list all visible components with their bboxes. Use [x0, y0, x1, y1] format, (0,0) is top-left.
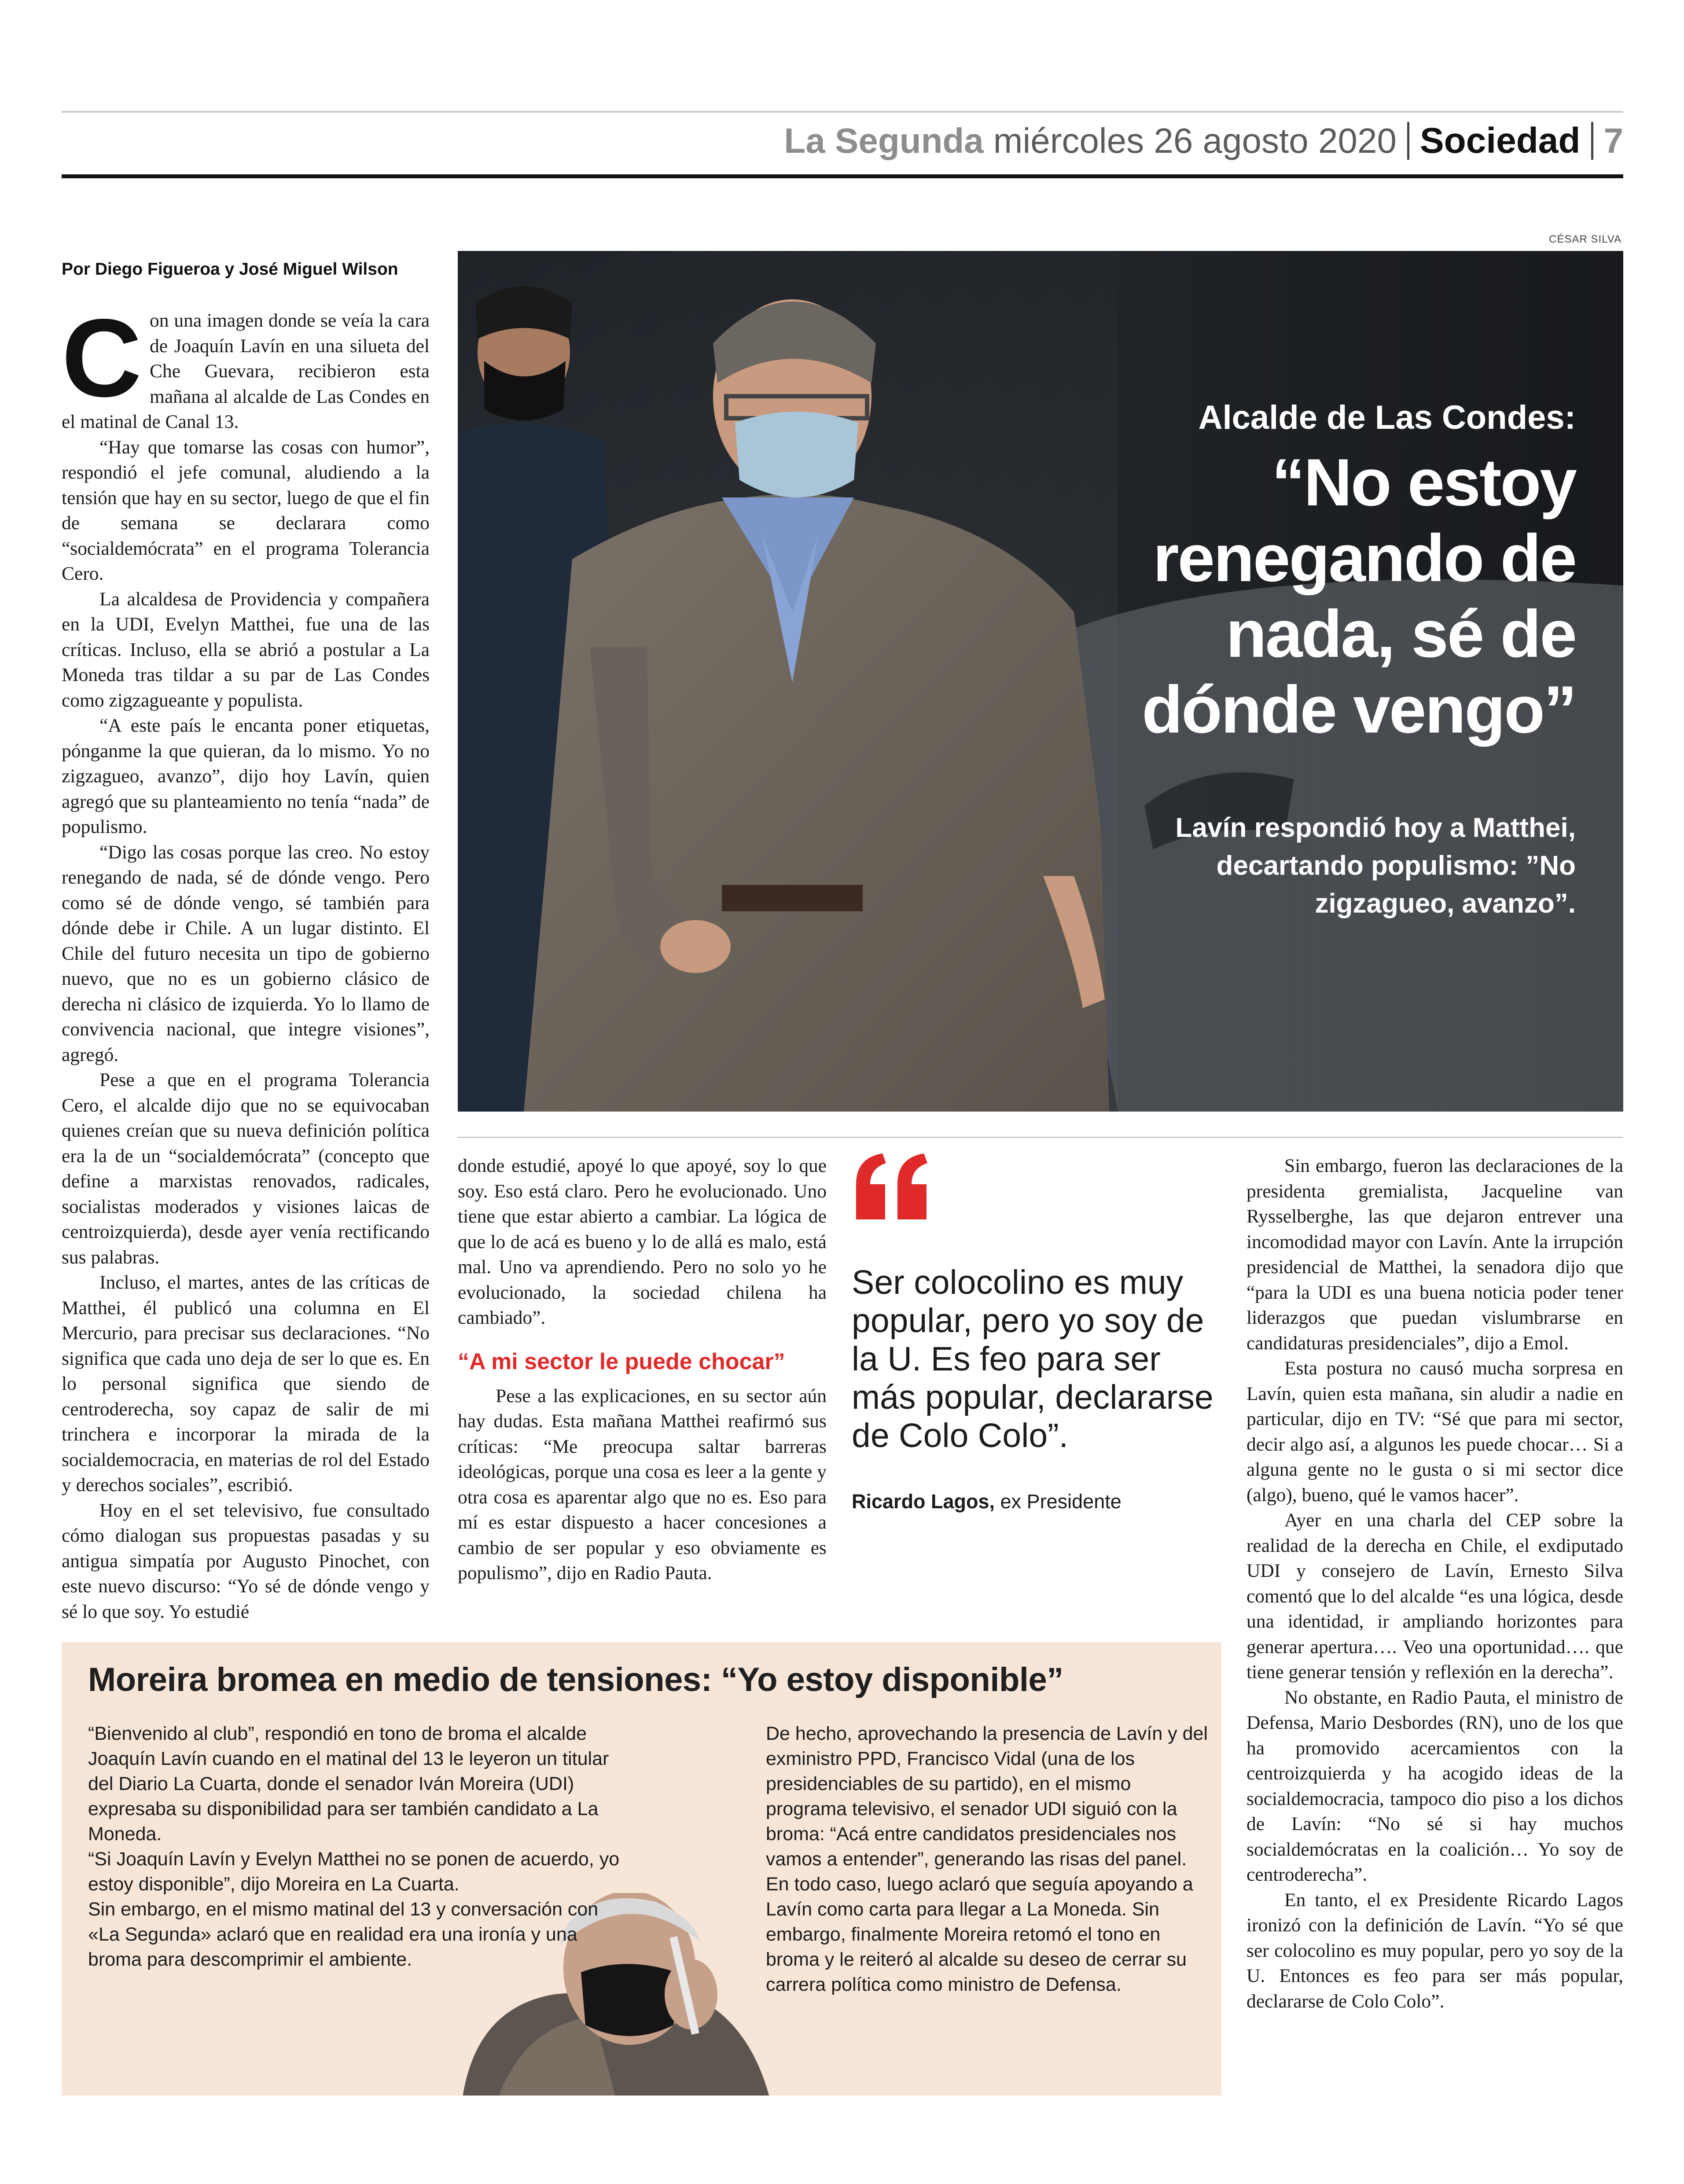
box-column-right — [766, 1721, 1210, 1997]
box-title: Moreira bromea en medio de tensiones: “Yo estoy disponible” — [88, 1661, 1063, 1698]
issue-date: miércoles 26 agosto 2020 — [993, 121, 1397, 160]
header-separator — [1591, 122, 1593, 160]
article-paragraph: No obstante, en Radio Pauta, el ministro de Defensa, Mario Desbordes (RN), uno de los que ha promovido acercamientos con la centroizquierda y ha acogido ideas de la socialdemocracia, tampoco dio piso a los dichos de Lavín: “No sé si hay muchos socialdemócratas en la coalición… Yo soy de centroderecha”. — [1246, 1687, 1623, 1885]
box-paragraph: “Bienvenido al club”, respondió en tono de broma el alcalde Joaquín Lavín cuando en el matinal del 13 le leyeron un titular del Diario La Cuarta, donde el senador Iván Moreira (UDI) expresaba su disponibilidad para ser también candidato a La Moneda. — [88, 1723, 609, 1845]
main-headline: “No estoy renegando de nada, sé de dónde vengo” — [1142, 445, 1576, 747]
article-paragraph: donde estudié, apoyé lo que apoyé, soy lo que soy. Eso está claro. Pero he evolucionado. Uno tiene que estar abierto a cambiar. La lógica de que lo de acá es bueno y lo de allá es malo, está mal. Uno va aprendiendo. Pero no solo yo he evolucionado, la sociedad chilena ha cambiado”. — [458, 1155, 827, 1328]
article-paragraph: Pese a que en el programa Tolerancia Cero, el alcalde dijo que no se equivocaban quienes creían que su nueva definición política era la de un “socialdemócrata” (concepto que define a marxistas renovados, radicales, socialistas moderados y visiones laicas de centroizquierda), desde ayer venía rectificando sus palabras. — [62, 1069, 430, 1268]
article-paragraph: Pese a las explicaciones, en su sector aún hay dudas. Esta mañana Matthei reafirmó sus críticas: “Me preocupa saltar barreras ideológicas, porque una cosa es leer a la gente y otra cosa es aparentar algo que no es. Eso para mí es estar dispuesto a hacer concesiones a cambio de ser popular y eso obviamente es populismo”, dijo en Radio Pauta. — [458, 1385, 827, 1584]
headline-deck: Lavín respondió hoy a Matthei, decartando populismo: ”No zigzagueo, avanzo”. — [1175, 813, 1576, 919]
article-paragraph: En tanto, el ex Presidente Ricardo Lagos ironizó con la definición de Lavín. “Yo sé que ser colocolino es muy popular, pero yo soy de la U. Entonces es feo para ser más popular, declararse de Colo Colo”. — [1246, 1889, 1623, 2012]
article-column-4 — [1246, 1153, 1623, 2014]
drop-cap: C — [62, 296, 142, 420]
page-header — [784, 115, 1623, 166]
article-paragraph: “Digo las cosas porque las creo. No estoy renegando de nada, sé de dónde vengo. Pero como sé de dónde vengo, sé también para dónde debe ir Chile. A un lugar distinto. El Chile del futuro necesita un tipo de gobierno nuevo, que no es un gobierno clásico de derecha ni clásico de izquierda. Yo lo llamo de convivencia nacional, que integre visiones”, agregó. — [62, 841, 430, 1065]
section-divider — [458, 1137, 1623, 1138]
quote-author-role: ex Presidente — [1000, 1490, 1121, 1513]
box-paragraph: De hecho, aprovechando la presencia de Lavín y del exministro PPD, Francisco Vidal (una de los presidenciables de su partido), en el mismo programa televisivo, el senador UDI siguió con la broma: “Acá entre candidatos presidenciales nos vamos a entender”, generando las risas del panel. — [766, 1723, 1208, 1870]
article-column-2 — [458, 1153, 827, 1586]
newspaper-name: La Segunda — [784, 121, 984, 160]
article-paragraph: Ayer en una charla del CEP sobre la realidad de la derecha en Chile, el exdiputado UDI y consejero de Lavín, Ernesto Silva comentó que lo del alcalde “es una lógica, desde una identidad, ir ampliando horizontes para generar apertura…. Veo una oportunidad…. que tiene generar tensión y reflexión en la derecha”. — [1246, 1510, 1623, 1683]
article-paragraph: “A este país le encanta poner etiquetas, pónganme la que quieran, da lo mismo. Yo no zigzagueo, avanzo”, dijo hoy Lavín, quien agregó que su planteamiento no tenía “nada” de populismo. — [62, 715, 430, 837]
article-paragraph: Sin embargo, fueron las declaraciones de la presidenta gremialista, Jacqueline van Rysselberghe, las que dejaron entrever una incomodidad mayor con Lavín. Ante la irrupción presidencial de Matthei, la senadora dijo que “para la UDI es una buena noticia poder tener liderazgos que puedan vislumbrarse en candidaturas presidenciales”, dijo a Emol. — [1246, 1155, 1623, 1354]
quote-mark-icon — [852, 1153, 931, 1222]
main-photo — [458, 251, 1623, 1112]
box-paragraph: Sin embargo, en el mismo matinal del 13 y conversación con «La Segunda» aclaró que en realidad era una ironía y una broma para descomprimir el ambiente. — [88, 1899, 599, 1970]
article-column-1 — [62, 296, 430, 1624]
box-paragraph: En todo caso, luego aclaró que seguía apoyando a Lavín como carta para llegar a La Moneda. Sin embargo, finalmente Moreira retomó el tono en broma y le reiteró al alcalde su deseo de cerrar su carrera política como ministro de Defensa. — [766, 1874, 1193, 1995]
header-separator — [1407, 122, 1409, 160]
article-paragraph: Incluso, el martes, antes de las críticas de Matthei, él publicó una columna en El Mercurio, para precisar sus declaraciones. “No significa que cada uno deja de ser lo que es. En lo personal significa que siendo de centroderecha, soy capaz de salir de mi trinchera e incorporar la mirada de la socialdemocracia, en materias de rol del Estado y derechos sociales”, escribió. — [62, 1272, 430, 1495]
headline-kicker: Alcalde de Las Condes: — [1198, 399, 1576, 436]
article-paragraph: Esta postura no causó mucha sorpresa en Lavín, quien esta mañana, sin aludir a nadie en particular, dijo en TV: “Sé que para mi sector, decir algo así, a algunos les puede chocar… Si a alguna gente no le gusta o si mi sector dice (algo), bueno, qué le vamos hacer”. — [1246, 1358, 1623, 1506]
pull-quote-attribution — [852, 1490, 1121, 1513]
pull-quote: Ser colocolino es muy popular, pero yo soy de la U. Es feo para ser más popular, declararse de Colo Colo”. — [852, 1263, 1213, 1455]
article-paragraph: La alcaldesa de Providencia y compañera en la UDI, Evelyn Matthei, fue una de las críticas. Incluso, ella se abrió a postular a La Moneda tras tildar a su par de Las Condes como zigzagueante y populista. — [62, 588, 430, 711]
photo-credit: CÉSAR SILVA — [1549, 233, 1621, 245]
page-number: 7 — [1603, 121, 1623, 160]
article-paragraph: “Hay que tomarse las cosas con humor”, respondió el jefe comunal, aludiendo a la tensión que hay en su sector, luego de que el fin de semana se declarara como “socialdemócrata” en el programa Tolerancia Cero. — [62, 436, 430, 584]
article-paragraph: on una imagen donde se veía la cara de Joaquín Lavín en una silueta del Che Guevara, recibieron esta mañana al alcalde de Las Condes en el matinal de Canal 13. — [62, 310, 430, 432]
article-subhead: “A mi sector le puede chocar” — [458, 1348, 785, 1374]
section-name: Sociedad — [1419, 121, 1581, 161]
header-top-rule — [62, 111, 1623, 113]
box-column-left — [88, 1721, 625, 1972]
header-bottom-rule — [62, 174, 1623, 178]
byline: Por Diego Figueroa y José Miguel Wilson — [62, 260, 398, 279]
box-paragraph: “Si Joaquín Lavín y Evelyn Matthei no se ponen de acuerdo, yo estoy disponible”, dijo Moreira en La Cuarta. — [88, 1849, 620, 1895]
article-paragraph: Hoy en el set televisivo, fue consultado cómo dialogan sus propuestas pasadas y su antigua simpatía por Augusto Pinochet, con este nuevo discurso: “Yo sé de dónde vengo y sé lo que soy. Yo estudié — [62, 1499, 430, 1622]
quote-author: Ricardo Lagos, — [852, 1490, 995, 1513]
sidebar-box — [62, 1642, 1221, 2096]
